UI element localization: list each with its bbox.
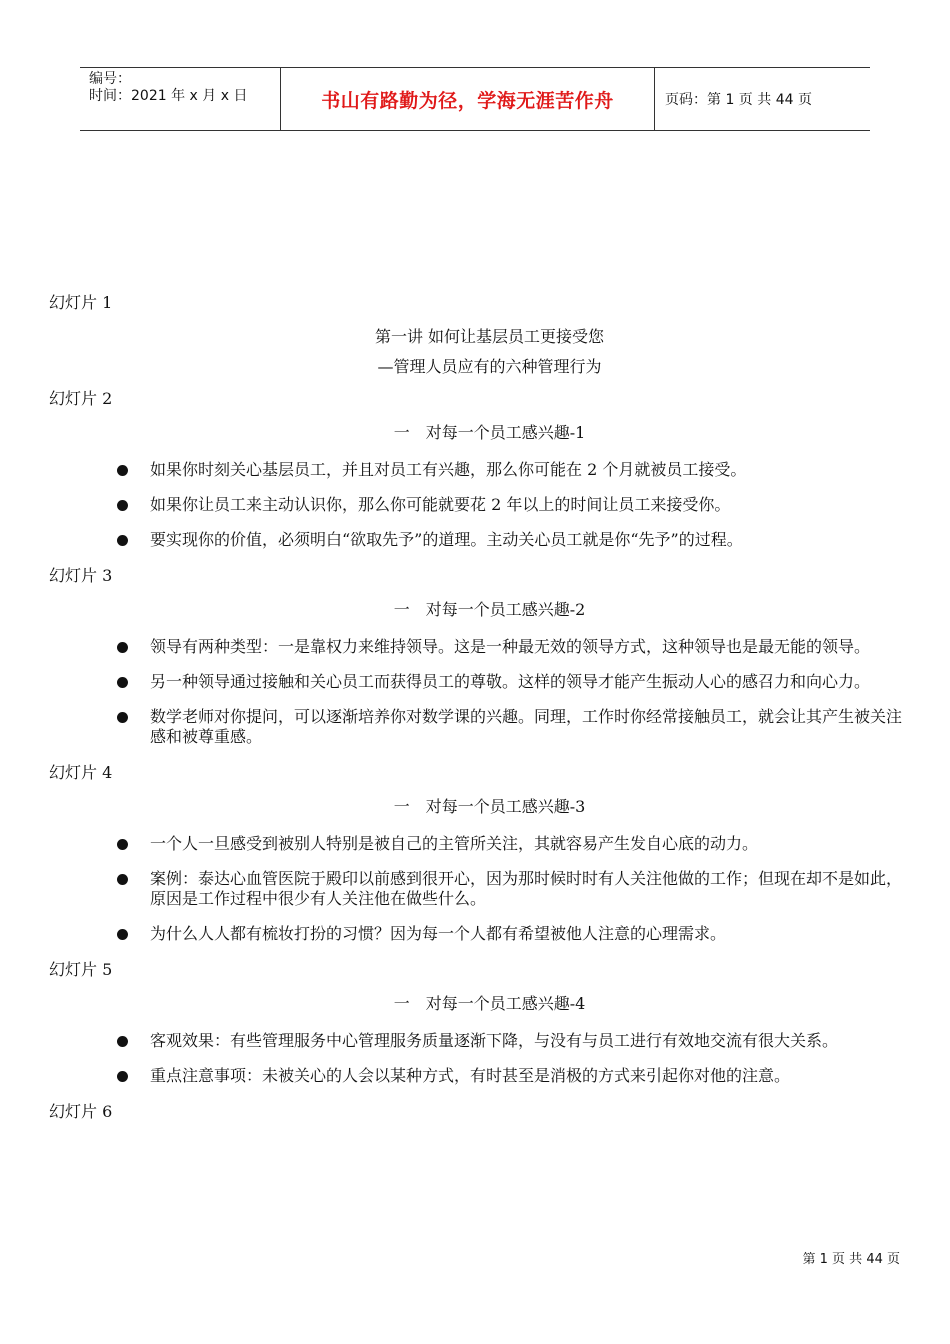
list-item	[49, 530, 904, 550]
slide-section	[49, 959, 904, 1086]
number-label: 编号：	[89, 71, 131, 87]
bullet-dot-icon	[117, 1071, 128, 1082]
slide-label: 幻灯片 4	[49, 763, 113, 782]
bullet-text: 客观效果：有些管理服务中心管理服务质量逐渐下降，与没有与员工进行有效地交流有很大关系。	[150, 1031, 839, 1050]
header-meta	[80, 68, 281, 130]
list-item	[49, 495, 904, 515]
list-item	[49, 924, 904, 944]
bullet-list	[49, 637, 904, 747]
slide-title: 一 对每一个员工感兴趣-3	[393, 797, 586, 816]
list-item	[49, 834, 904, 854]
list-item	[49, 672, 904, 692]
bullet-list	[49, 1031, 904, 1086]
slide-subtitle: —管理人员应有的六种管理行为	[377, 357, 602, 376]
slide-section	[49, 565, 904, 747]
bullet-text: 领导有两种类型：一是靠权力来维持领导。这是一种最无效的领导方式，这种领导也是最无能的领导。	[150, 637, 871, 656]
bullet-dot-icon	[117, 712, 128, 723]
bullet-dot-icon	[117, 465, 128, 476]
bullet-dot-icon	[117, 500, 128, 511]
bullet-dot-icon	[117, 677, 128, 688]
list-item	[49, 460, 904, 480]
bullet-text: 如果你时刻关心基层员工，并且对员工有兴趣，那么你可能在 2 个月就被员工接受。	[150, 460, 747, 479]
slide-section	[49, 762, 904, 944]
list-item	[49, 637, 904, 657]
bullet-dot-icon	[117, 839, 128, 850]
document-body	[49, 292, 904, 1135]
list-item	[49, 1066, 904, 1086]
list-item	[49, 869, 904, 909]
bullet-dot-icon	[117, 874, 128, 885]
bullet-text: 要实现你的价值，必须明白“欲取先予”的道理。主动关心员工就是你“先予”的过程。	[150, 530, 743, 549]
page-footer: 第 1 页 共 44 页	[802, 1252, 900, 1267]
bullet-list	[49, 460, 904, 550]
list-item	[49, 1031, 904, 1051]
slide-label: 幻灯片 2	[49, 389, 113, 408]
header-page-info: 页码：第 1 页 共 44 页	[665, 92, 812, 108]
bullet-dot-icon	[117, 1036, 128, 1047]
bullet-dot-icon	[117, 929, 128, 940]
list-item	[49, 707, 904, 747]
bullet-text: 一个人一旦感受到被别人特别是被自己的主管所关注，其就容易产生发自心底的动力。	[150, 834, 759, 853]
bullet-text: 另一种领导通过接触和关心员工而获得员工的尊敬。这样的领导才能产生振动人心的感召力和向心力。	[150, 672, 871, 691]
slide-section	[49, 1101, 904, 1123]
slide-title: 一 对每一个员工感兴趣-1	[393, 423, 586, 442]
slide-section	[49, 292, 904, 378]
page-header	[80, 67, 870, 131]
slide-title: 第一讲 如何让基层员工更接受您	[374, 327, 605, 346]
bullet-text: 案例：泰达心血管医院于殿印以前感到很开心，因为那时候时时有人关注他做的工作；但现在却不是如此，原因是工作过程中很少有人关注他在做些什么。	[150, 869, 903, 908]
slide-label: 幻灯片 5	[49, 960, 113, 979]
bullet-dot-icon	[117, 642, 128, 653]
time-label: 时间：2021 年 x 月 x 日	[89, 88, 248, 104]
bullet-text: 重点注意事项：未被关心的人会以某种方式，有时甚至是消极的方式来引起你对他的注意。	[150, 1066, 791, 1085]
slide-title: 一 对每一个员工感兴趣-2	[393, 600, 586, 619]
slide-title: 一 对每一个员工感兴趣-4	[393, 994, 586, 1013]
bullet-dot-icon	[117, 535, 128, 546]
bullet-text: 如果你让员工来主动认识你，那么你可能就要花 2 年以上的时间让员工来接受你。	[150, 495, 731, 514]
slide-label: 幻灯片 6	[49, 1102, 113, 1121]
header-motto: 书山有路勤为径，学海无涯苦作舟	[281, 68, 655, 130]
slide-label: 幻灯片 1	[49, 293, 113, 312]
bullet-list	[49, 834, 904, 944]
bullet-text: 数学老师对你提问，可以逐渐培养你对数学课的兴趣。同理，工作时你经常接触员工，就会让其产生被关注感和被尊重感。	[150, 707, 903, 746]
bullet-text: 为什么人人都有梳妆打扮的习惯？因为每一个人都有希望被他人注意的心理需求。	[150, 924, 727, 943]
slide-label: 幻灯片 3	[49, 566, 113, 585]
slide-section	[49, 388, 904, 550]
